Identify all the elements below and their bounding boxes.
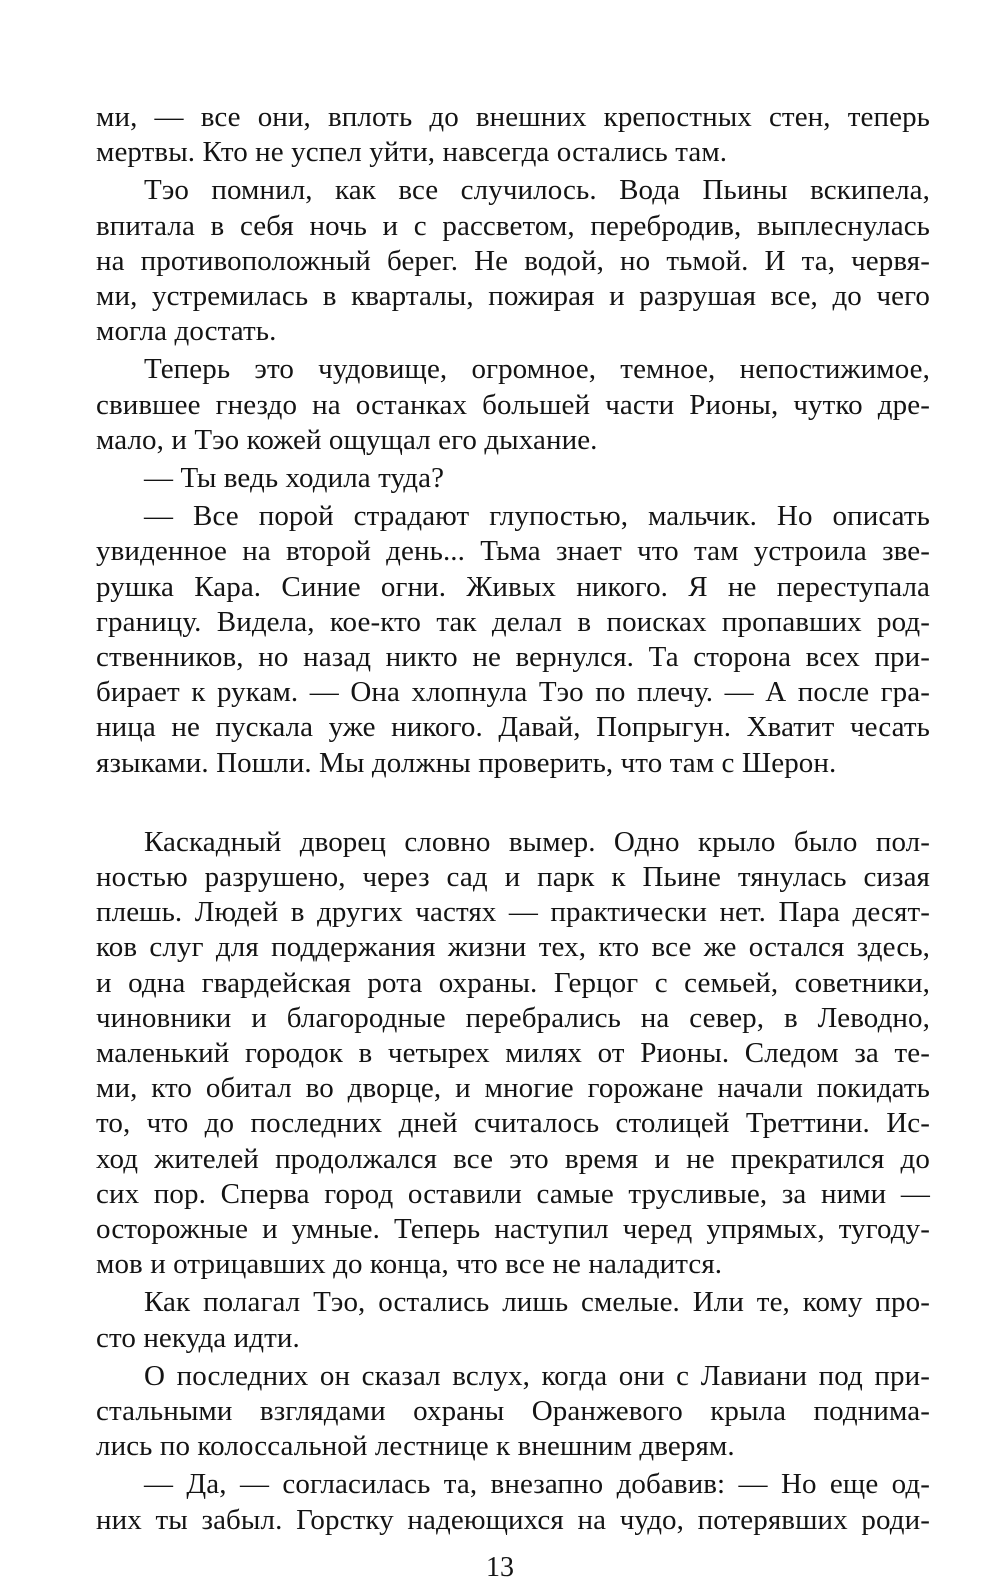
text-line: то, что до последних дней считалось столицей Треттини. Ис- [96,1107,930,1139]
text-line: чиновники и благородные перебрались на север, в Леводно, [96,1002,930,1034]
text-line: Тэо помнил, как все случилось. Вода Пьины вскипела, [144,174,930,206]
text-line: на противоположный берег. Не водой, но тьмой. И та, червя- [96,245,930,277]
text-line: плешь. Людей в других частях — практически нет. Пара десят- [96,896,930,928]
text-line: ми, кто обитал во дворце, и многие горожане начали покидать [96,1072,930,1104]
text-line: ственников, но назад никто не вернулся. Та сторона всех при- [96,641,930,673]
text-line: могла достать. [96,315,277,347]
text-line: Как полагал Тэо, остались лишь смелые. Или те, кому про- [144,1286,930,1318]
text-line: лись по колоссальной лестнице к внешним дверям. [96,1430,735,1462]
text-line: мало, и Тэо кожей ощущал его дыхание. [96,424,598,456]
text-line: и одна гвардейская рота охраны. Герцог с семьей, советники, [96,967,930,999]
text-line: ница не пускала уже никого. Давай, Попрыгун. Хватит чесать [96,711,930,743]
text-line: Теперь это чудовище, огромное, темное, непостижимое, [144,353,930,385]
text-line: ми, — все они, вплоть до внешних крепостных стен, теперь [96,101,930,133]
text-line: мертвы. Кто не успел уйти, навсегда остались там. [96,136,728,168]
text-line: увиденное на второй день... Тьма знает что там устроила зве- [96,535,930,567]
text-line: — Да, — согласилась та, внезапно добавив: — Но еще од- [144,1468,930,1500]
text-line: — Все порой страдают глупостью, мальчик. Но описать [144,500,930,532]
text-line: сто некуда идти. [96,1322,300,1354]
text-line: впитала в себя ночь и с рассветом, перебродив, выплеснулась [96,210,930,242]
text-line: ностью разрушено, через сад и парк к Пьине тянулась сизая [96,861,930,893]
text-line: ков слуг для поддержания жизни тех, кто все же остался здесь, [96,931,930,963]
text-line: стальными взглядами охраны Оранжевого крыла поднима- [96,1395,930,1427]
text-line: рушка Кара. Синие огни. Живых никого. Я не переступала [96,571,930,603]
text-line: осторожные и умные. Теперь наступил черед упрямых, тугоду- [96,1213,930,1245]
text-line: бирает к рукам. — Она хлопнула Тэо по плечу. — А после гра- [96,676,930,708]
text-line: О последних он сказал вслух, когда они с Лавиани под при- [144,1360,930,1392]
text-line: ход жителей продолжался все это время и не прекратился до [96,1143,930,1175]
text-line: маленький городок в четырех милях от Рионы. Следом за те- [96,1037,930,1069]
text-line: языками. Пошли. Мы должны проверить, что там с Шерон. [96,747,837,779]
text-line: свившее гнездо на останках большей части Рионы, чутко дре- [96,389,930,421]
text-line: ми, устремилась в кварталы, пожирая и разрушая все, до чего [96,280,930,312]
page-number: 13 [486,1552,514,1583]
text-line: границу. Видела, кое-кто так делал в поисках пропавших род- [96,606,930,638]
text-line: них ты забыл. Горстку надеющихся на чудо, потерявших роди- [96,1504,930,1536]
text-line: Каскадный дворец словно вымер. Одно крыло было пол- [144,826,930,858]
text-line: сих пор. Сперва город оставили самые трусливые, за ними — [96,1178,930,1210]
text-line: — Ты ведь ходила туда? [144,462,445,494]
text-line: мов и отрицавших до конца, что все не наладится. [96,1248,723,1280]
